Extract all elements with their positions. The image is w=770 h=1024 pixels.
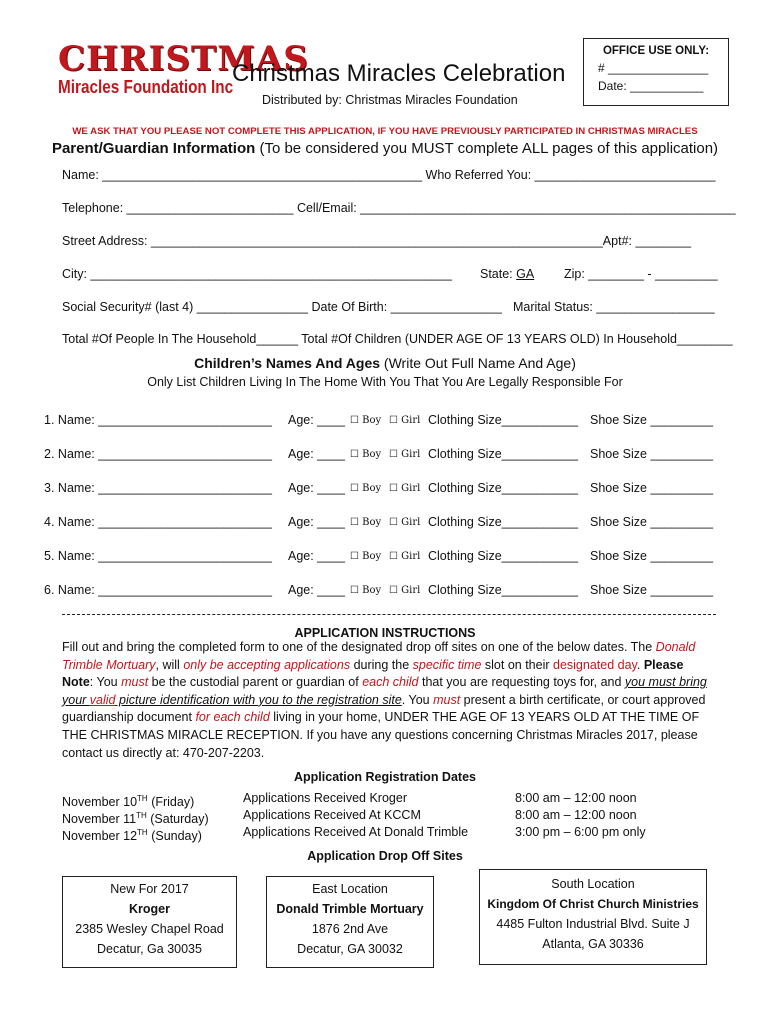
reg-day-suffix: TH: [137, 794, 148, 803]
instr-text: . You: [401, 692, 434, 707]
child-name-field[interactable]: Name: _________________________: [57, 515, 273, 529]
child-boy-checkbox[interactable]: ☐ Boy: [350, 551, 382, 562]
registration-location: Applications Received Kroger: [243, 791, 407, 805]
state-label: State:: [480, 267, 517, 281]
child-boy-checkbox[interactable]: ☐ Boy: [350, 415, 382, 426]
child-boy-checkbox[interactable]: ☐ Boy: [350, 483, 382, 494]
reg-weekday: (Sunday): [147, 829, 202, 844]
reg-day: November 11: [62, 812, 137, 827]
child-shoe-size-field[interactable]: Shoe Size _________: [590, 413, 714, 427]
phone-email-field[interactable]: Telephone: ________________________ Cell/Email: ______________________________________________________: [62, 201, 736, 215]
instr-text: : You: [89, 675, 122, 690]
city-field[interactable]: City: ____________________________________________________: [62, 267, 452, 281]
site-address: 1876 2nd Ave: [311, 922, 389, 936]
site-location-label: New For 2017: [110, 882, 189, 896]
street-address-field[interactable]: Street Address: _________________________________________________________________Apt#: ________: [62, 234, 692, 248]
reg-weekday: (Saturday): [146, 812, 209, 827]
site-location-label: South Location: [551, 877, 635, 891]
child-boy-checkbox[interactable]: ☐ Boy: [350, 449, 382, 460]
child-row: [44, 583, 714, 597]
child-clothing-size-field[interactable]: Clothing Size___________: [428, 583, 579, 597]
child-row: [44, 447, 714, 461]
instr-emphasis: each child: [362, 675, 419, 690]
instr-note: Please Note: [62, 657, 684, 690]
child-row: [44, 515, 714, 529]
site-city: Decatur, GA 30032: [297, 942, 403, 956]
child-age-field[interactable]: Age: ____: [288, 515, 345, 529]
office-use-heading: OFFICE USE ONLY:: [602, 45, 710, 57]
instr-underline: picture identification with you to the registration site: [115, 692, 402, 707]
registration-date: [62, 824, 202, 845]
site-location-label: East Location: [312, 882, 388, 896]
instr-text: .: [636, 657, 644, 672]
dropoff-site-mortuary: [266, 876, 434, 968]
child-name-field[interactable]: Name: _________________________: [57, 549, 273, 563]
child-shoe-size-field[interactable]: Shoe Size _________: [590, 515, 714, 529]
reg-day-suffix: TH: [136, 811, 147, 820]
reg-day-suffix: TH: [137, 828, 148, 837]
logo-foundation-text: Miracles Foundation Inc: [58, 77, 234, 97]
child-age-field[interactable]: Age: ____: [288, 413, 345, 427]
registration-location: Applications Received At Donald Trimble: [243, 825, 469, 839]
site-name: Kingdom Of Christ Church Ministries: [487, 897, 699, 911]
instr-underline: you must bring your: [62, 675, 707, 707]
child-row-number: 3.: [44, 481, 55, 495]
section-divider: [62, 614, 716, 615]
reg-day: November 12: [62, 829, 138, 844]
registration-heading: Application Registration Dates: [294, 770, 476, 784]
zip-field[interactable]: Zip: ________ - _________: [564, 267, 718, 281]
instr-emphasis: specific time: [412, 657, 482, 672]
instr-emphasis: must: [433, 692, 461, 707]
registration-time: 8:00 am – 12:00 noon: [515, 791, 637, 805]
child-girl-checkbox[interactable]: ☐ Girl: [389, 551, 421, 562]
ssn-dob-field[interactable]: Social Security# (last 4) ________________ Date Of Birth: ________________: [62, 300, 502, 314]
child-age-field[interactable]: Age: ____: [288, 549, 345, 563]
child-shoe-size-field[interactable]: Shoe Size _________: [590, 481, 714, 495]
child-boy-checkbox[interactable]: ☐ Boy: [350, 517, 382, 528]
site-name: Donald Trimble Mortuary: [276, 902, 424, 916]
children-section-heading: [0, 355, 770, 371]
registration-time: 8:00 am – 12:00 noon: [515, 808, 637, 822]
dropoff-site-church: [479, 869, 707, 965]
site-address: 2385 Wesley Chapel Road: [75, 922, 224, 936]
reg-weekday: (Friday): [147, 795, 195, 810]
instr-emphasis: must: [121, 675, 149, 690]
site-city: Decatur, Ga 30035: [97, 942, 202, 956]
instr-emphasis: designated day: [553, 657, 637, 672]
instr-mortuary: Donald Trimble Mortuary: [62, 640, 696, 672]
participation-warning: WE ASK THAT YOU PLEASE NOT COMPLETE THIS APPLICATION, IF YOU HAVE PREVIOUSLY PARTICIPATED IN CHRISTMAS MIRACLES: [72, 126, 698, 137]
instr-text: be the custodial parent or guardian of: [148, 675, 363, 690]
child-row-number: 5.: [44, 549, 55, 563]
child-clothing-size-field[interactable]: Clothing Size___________: [428, 515, 579, 529]
parent-section-title: Parent/Guardian Information: [51, 140, 256, 157]
instr-text: , will: [155, 657, 184, 672]
child-row: [44, 549, 714, 563]
child-clothing-size-field[interactable]: Clothing Size___________: [428, 447, 579, 461]
instr-text: Fill out and bring the completed form to one of the designated drop off sites on one of the below dates. The: [62, 640, 656, 654]
child-row: [44, 481, 714, 495]
marital-status-field[interactable]: Marital Status: _________________: [513, 300, 715, 314]
name-referral-field[interactable]: Name: ______________________________________________ Who Referred You: __________________________: [62, 168, 716, 182]
dropoff-heading: Application Drop Off Sites: [307, 849, 463, 863]
state-value: GA: [516, 267, 535, 281]
child-shoe-size-field[interactable]: Shoe Size _________: [590, 549, 714, 563]
household-field[interactable]: Total #Of People In The Household______ Total #Of Children (UNDER AGE OF 13 YEARS OLD) In Household________: [62, 332, 733, 346]
child-boy-checkbox[interactable]: ☐ Boy: [350, 585, 382, 596]
registration-location: Applications Received At KCCM: [243, 808, 421, 822]
page-subtitle: Distributed by: Christmas Miracles Foundation: [262, 93, 518, 107]
instr-emphasis: valid: [89, 692, 116, 707]
site-address: 4485 Fulton Industrial Blvd. Suite J: [496, 917, 690, 931]
child-name-field[interactable]: Name: _________________________: [57, 583, 273, 597]
instr-emphasis: only be accepting applications: [183, 657, 351, 672]
child-row-number: 2.: [44, 447, 55, 461]
child-clothing-size-field[interactable]: Clothing Size___________: [428, 481, 579, 495]
children-section-note: (Write Out Full Name And Age): [380, 355, 576, 371]
parent-section-note: (To be considered you MUST complete ALL pages of this application): [255, 140, 719, 157]
registration-time: 3:00 pm – 6:00 pm only: [515, 825, 646, 839]
child-girl-checkbox[interactable]: ☐ Girl: [389, 449, 421, 460]
instr-text: slot on their: [481, 657, 553, 672]
instr-text: living in your home, UNDER THE AGE OF 13 YEARS OLD AT THE TIME OF THE CHRISTMAS MIRACLE RECEPTION. If you have any questions concerning Christmas Miracles 2017, please contact us directly at: 470-207-2203.: [62, 710, 700, 760]
child-name-field[interactable]: Name: _________________________: [57, 447, 273, 461]
logo-christmas-text: CHRISTMAS: [58, 39, 309, 79]
instr-emphasis: for each child: [195, 710, 270, 725]
office-use-box: [583, 38, 729, 106]
instructions-paragraph: [62, 639, 718, 762]
child-shoe-size-field[interactable]: Shoe Size _________: [590, 583, 714, 597]
children-section-subtitle: Only List Children Living In The Home With You That You Are Legally Responsible For: [147, 375, 623, 389]
children-section-title: Children’s Names And Ages: [194, 355, 381, 371]
child-row: [44, 413, 714, 427]
foundation-logo: [58, 39, 309, 104]
child-girl-checkbox[interactable]: ☐ Girl: [389, 517, 421, 528]
child-row-number: 6.: [44, 583, 55, 597]
child-shoe-size-field[interactable]: Shoe Size _________: [590, 447, 714, 461]
office-number-field[interactable]: # _______________: [598, 61, 709, 75]
child-age-field[interactable]: Age: ____: [288, 447, 345, 461]
child-age-field[interactable]: Age: ____: [288, 481, 345, 495]
child-girl-checkbox[interactable]: ☐ Girl: [389, 415, 421, 426]
instr-text: during the: [350, 657, 413, 672]
site-city: Atlanta, GA 30336: [542, 937, 644, 951]
reg-day: November 10: [62, 795, 138, 810]
child-girl-checkbox[interactable]: ☐ Girl: [389, 585, 421, 596]
parent-section-heading: [0, 140, 770, 157]
instructions-heading: APPLICATION INSTRUCTIONS: [294, 626, 476, 640]
child-girl-checkbox[interactable]: ☐ Girl: [389, 483, 421, 494]
office-date-field[interactable]: Date: ___________: [598, 79, 704, 93]
child-name-field[interactable]: Name: _________________________: [57, 481, 273, 495]
instr-text: that you are requesting toys for, and: [418, 675, 625, 690]
site-name: Kroger: [129, 902, 170, 916]
dropoff-site-kroger: [62, 876, 237, 968]
child-age-field[interactable]: Age: ____: [288, 583, 345, 597]
page-title: Christmas Miracles Celebration: [232, 60, 566, 87]
child-clothing-size-field[interactable]: Clothing Size___________: [428, 413, 579, 427]
instr-text: present a birth certificate, or court approved guardianship document: [62, 692, 706, 725]
child-name-field[interactable]: Name: _________________________: [57, 413, 273, 427]
child-row-number: 1.: [44, 413, 55, 427]
state-field[interactable]: [480, 267, 534, 281]
child-clothing-size-field[interactable]: Clothing Size___________: [428, 549, 579, 563]
child-row-number: 4.: [44, 515, 55, 529]
